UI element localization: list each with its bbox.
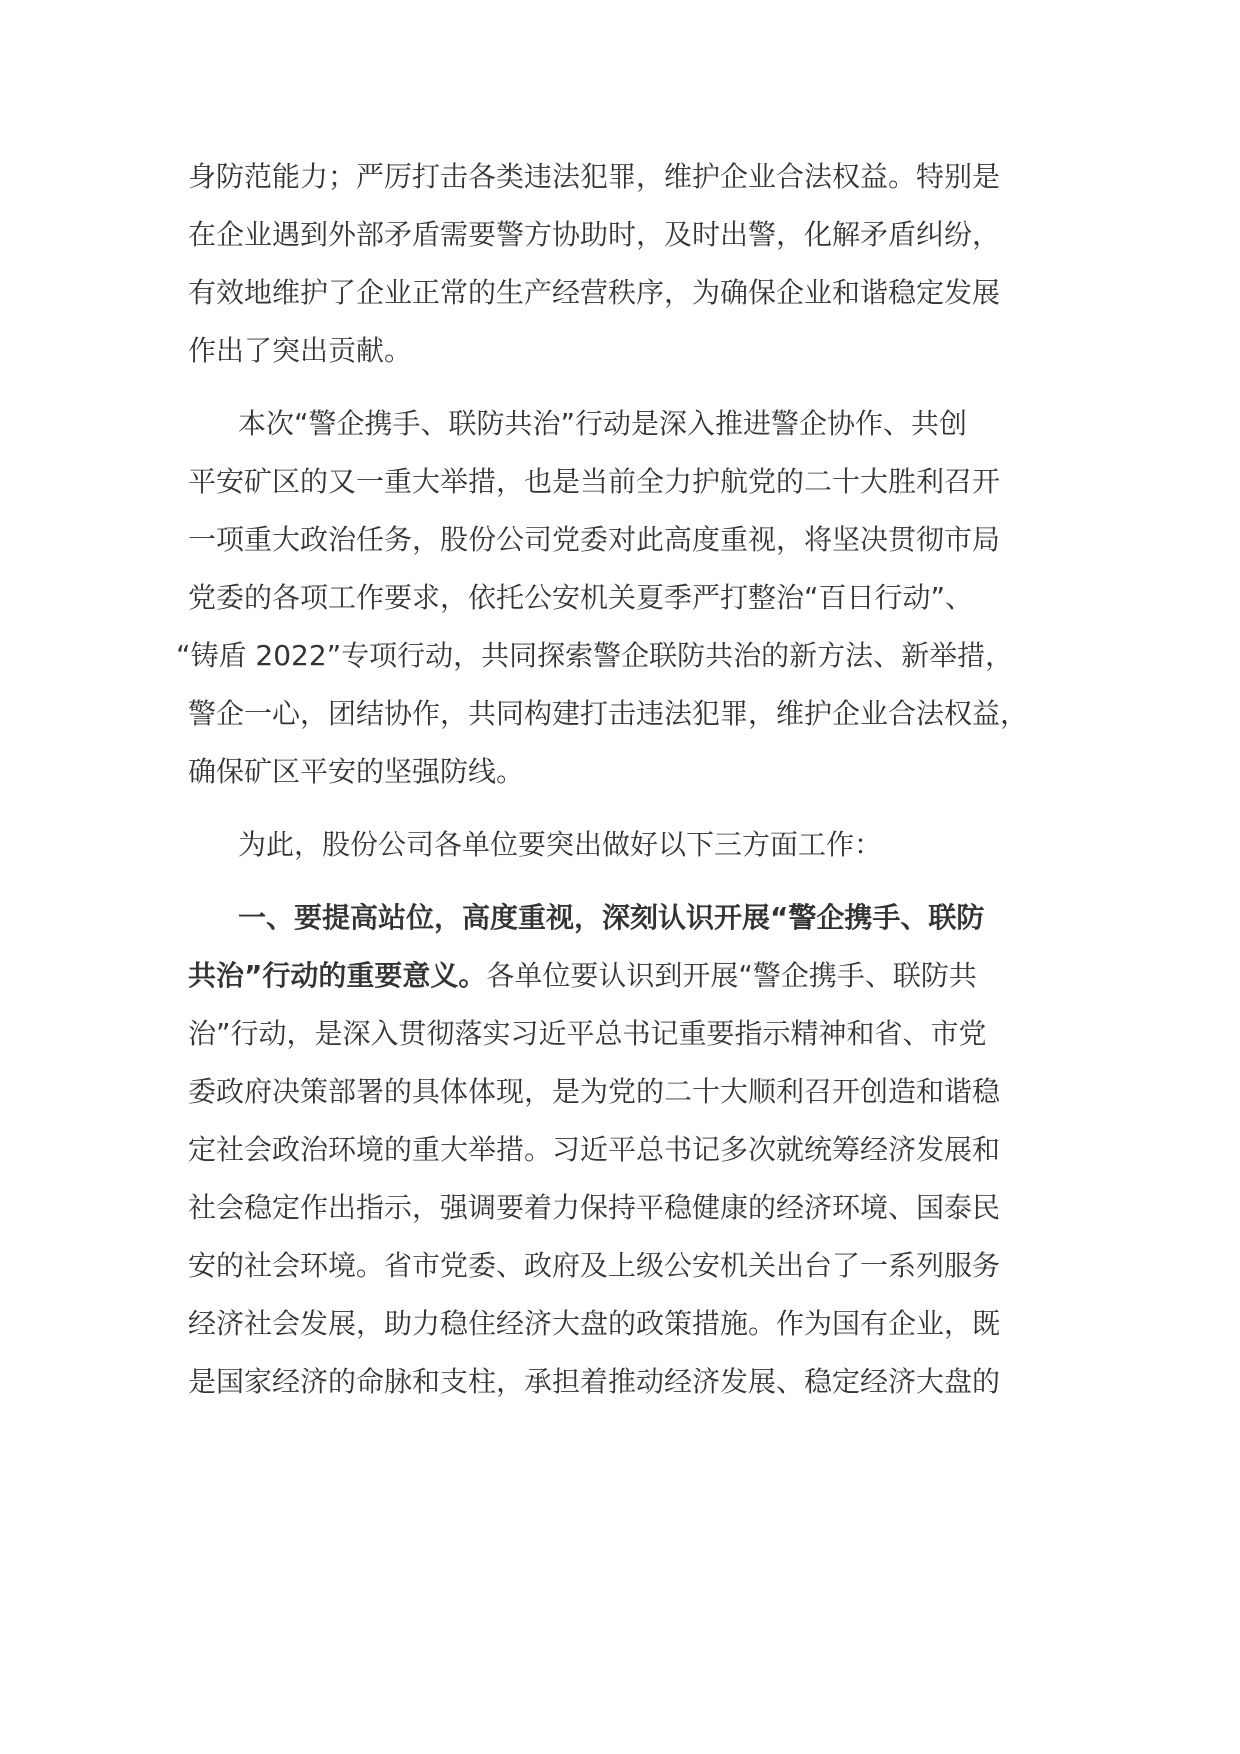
section-heading-continuation: 共治”行动的重要意义。 bbox=[188, 959, 487, 992]
text-line: 身防范能力；严厉打击各类违法犯罪，维护企业合法权益。特别是 bbox=[188, 160, 1001, 193]
paragraph-start-line: 为此，股份公司各单位要突出做好以下三方面工作： bbox=[238, 828, 883, 861]
text-line: 委政府决策部署的具体体现，是为党的二十大顺利召开创造和谐稳 bbox=[188, 1075, 1001, 1108]
text-line: 警企一心，团结协作，共同构建打击违法犯罪，维护企业合法权益， bbox=[188, 697, 1029, 730]
text-line: 经济社会发展，助力稳住经济大盘的政策措施。作为国有企业，既 bbox=[188, 1307, 1001, 1340]
text-line: 在企业遇到外部矛盾需要警方协助时，及时出警，化解矛盾纠纷， bbox=[188, 218, 1001, 251]
body-text-inline: 各单位要认识到开展“警企携手、联防共 bbox=[486, 959, 977, 992]
text-line: 作出了突出贡献。 bbox=[188, 334, 413, 367]
text-line: 平安矿区的又一重大举措，也是当前全力护航党的二十大胜利召开 bbox=[188, 465, 1001, 498]
text-line: 一项重大政治任务，股份公司党委对此高度重视，将坚决贯彻市局 bbox=[188, 523, 1001, 556]
text-line: 确保矿区平安的坚强防线。 bbox=[188, 755, 525, 788]
text-line: 社会稳定作出指示，强调要着力保持平稳健康的经济环境、国泰民 bbox=[188, 1191, 1001, 1224]
text-line: “铸盾 2022”专项行动，共同探索警企联防共治的新方法、新举措， bbox=[176, 639, 1014, 672]
text-line: 定社会政治环境的重大举措。习近平总书记多次就统筹经济发展和 bbox=[188, 1133, 1001, 1166]
heading-continuation-line bbox=[188, 956, 977, 996]
text-line: 是国家经济的命脉和支柱，承担着推动经济发展、稳定经济大盘的 bbox=[188, 1365, 1001, 1398]
text-line: 党委的各项工作要求，依托公安机关夏季严打整治“百日行动”、 bbox=[188, 581, 974, 614]
paragraph-start-line: 本次“警企携手、联防共治”行动是深入推进警企协作、共创 bbox=[238, 407, 968, 440]
text-line: 治”行动，是深入贯彻落实习近平总书记重要指示精神和省、市党 bbox=[188, 1017, 987, 1050]
text-line: 安的社会环境。省市党委、政府及上级公安机关出台了一系列服务 bbox=[188, 1249, 1001, 1282]
section-heading: 一、要提高站位，高度重视，深刻认识开展“警企携手、联防 bbox=[238, 901, 985, 934]
text-line: 有效地维护了企业正常的生产经营秩序，为确保企业和谐稳定发展 bbox=[188, 276, 1001, 309]
